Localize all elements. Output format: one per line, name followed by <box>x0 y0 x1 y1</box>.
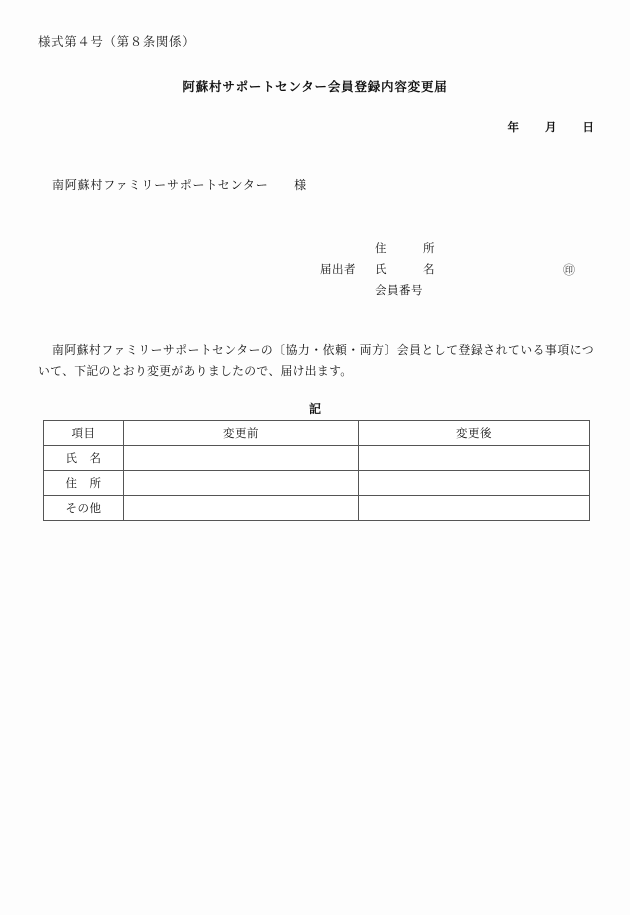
date-line: 年 月 日 <box>507 122 595 134</box>
submitter-name-row <box>320 260 576 281</box>
submitter-block <box>320 239 576 302</box>
submitter-name-label: 氏 名 <box>375 264 435 276</box>
cell-other-after[interactable] <box>359 496 590 521</box>
seal-icon: ㊞ <box>563 263 576 277</box>
change-table <box>43 420 590 521</box>
row-label-other: その他 <box>44 496 124 521</box>
submitter-address-row <box>320 239 435 260</box>
table-row <box>44 496 590 521</box>
addressee-line: 南阿蘇村ファミリーサポートセンター 様 <box>52 178 307 192</box>
cell-address-before[interactable] <box>124 471 359 496</box>
submitter-member-number-row <box>320 281 423 302</box>
submitter-address-label: 住 所 <box>375 243 435 255</box>
table-row <box>44 471 590 496</box>
cell-name-before[interactable] <box>124 446 359 471</box>
submitter-member-number-label: 会員番号 <box>375 285 423 297</box>
form-number: 様式第４号（第８条関係） <box>38 35 196 49</box>
page-title: 阿蘇村サポートセンター会員登録内容変更届 <box>182 80 448 94</box>
body-line-2: て、下記のとおり変更がありましたので、届け出ます。 <box>50 364 353 378</box>
table-row <box>44 446 590 471</box>
column-header-item: 項目 <box>44 421 124 446</box>
submitter-role-label: 届出者 <box>320 264 356 276</box>
body-line-1: 南阿蘇村ファミリーサポートセンターの〔協力・依頼・両方〕会員として登録されている事項につい <box>38 343 594 378</box>
ki-marker: 記 <box>308 402 321 416</box>
cell-address-after[interactable] <box>359 471 590 496</box>
column-header-after: 変更後 <box>359 421 590 446</box>
column-header-before: 変更前 <box>124 421 359 446</box>
cell-name-after[interactable] <box>359 446 590 471</box>
body-paragraph <box>38 340 594 382</box>
cell-other-before[interactable] <box>124 496 359 521</box>
table-header-row <box>44 421 590 446</box>
row-label-name: 氏 名 <box>44 446 124 471</box>
row-label-address: 住 所 <box>44 471 124 496</box>
